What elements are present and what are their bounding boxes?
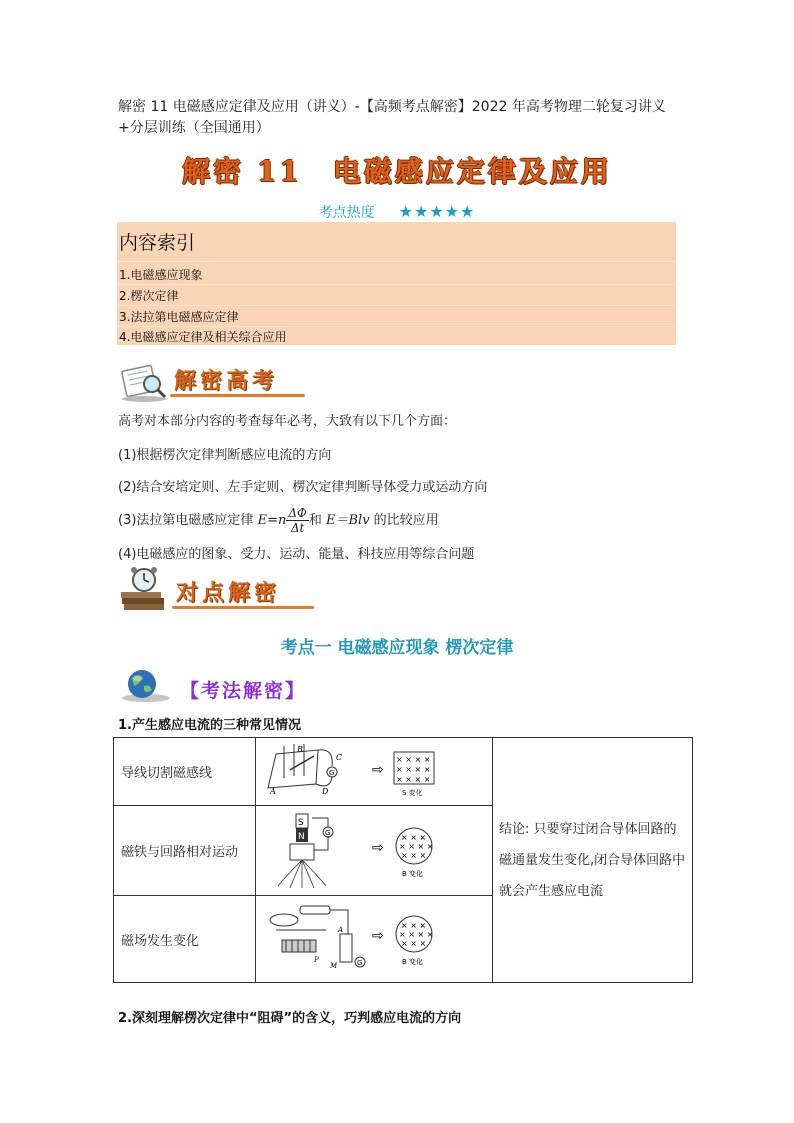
svg-text:× × × ×: × × × × — [396, 765, 431, 774]
index-item: 1.电磁感应现象 — [119, 268, 203, 282]
point-1: (1)根据楞次定律判断感应电流的方向 — [118, 448, 332, 463]
svg-text:A: A — [338, 926, 344, 934]
svg-text:× × × ×: × × × × — [396, 755, 431, 764]
heat-label: 考点热度 — [318, 205, 375, 221]
svg-text:B: B — [297, 745, 303, 754]
notebook-magnifier-icon — [118, 358, 170, 402]
point-2: (2)结合安培定则、左手定则、楞次定律判断导体受力或运动方向 — [118, 480, 488, 495]
svg-text:× × × ×: × × × × — [399, 930, 434, 939]
changing-field-diagram — [256, 896, 492, 978]
magnet-loop-diagram — [256, 806, 492, 891]
case-label: 磁铁与回路相对运动 — [114, 806, 256, 896]
banner-duidian-jiemi — [118, 566, 328, 616]
svg-text:G: G — [325, 829, 331, 837]
svg-text:P: P — [314, 956, 319, 964]
svg-text:C: C — [336, 753, 343, 762]
wire-cutting-diagram — [256, 738, 492, 801]
globe-icon — [120, 666, 178, 704]
index-item: 4.电磁感应定律及相关综合应用 — [119, 330, 287, 344]
svg-text:× × × ×: × × × × — [399, 842, 434, 851]
svg-text:× × ×: × × × — [401, 833, 427, 842]
svg-text:A: A — [270, 787, 276, 796]
conclusion-cell: 结论: 只要穿过闭合导体回路的磁通量发生变化,闭合导体回路中就会产生感应电流 — [493, 738, 693, 983]
svg-text:× × ×: × × × — [401, 939, 427, 948]
banner-title: 对点解密 — [176, 580, 281, 606]
subheading-1: 1.产生感应电流的三种常见情况 — [118, 718, 301, 733]
svg-text:M: M — [330, 962, 338, 970]
case-figure — [256, 806, 493, 896]
fig-caption: B 变化 — [402, 870, 424, 878]
books-clock-icon — [118, 566, 170, 614]
svg-text:D: D — [322, 787, 329, 796]
case-figure — [256, 738, 493, 806]
star-rating-icon: ★★★★★ — [398, 202, 476, 221]
svg-text:× × ×: × × × — [401, 851, 427, 860]
heat-rating — [0, 202, 794, 222]
subheading-2: 2.深刻理解楞次定律中“阻碍”的含义，巧判感应电流的方向 — [118, 1011, 462, 1026]
fig-caption: B 变化 — [402, 958, 424, 966]
point-4: (4)电磁感应的图象、受力、运动、能量、科技应用等综合问题 — [118, 547, 475, 562]
svg-text:G: G — [357, 959, 363, 967]
main-title: 解密 11 电磁感应定律及应用 — [182, 155, 612, 188]
content-index — [117, 222, 676, 345]
document-title: 解密 11 电磁感应定律及应用（讲义）-【高频考点解密】2022 年高考物理二轮复习讲义+分层训练（全国通用） — [118, 99, 666, 136]
svg-text:⇨: ⇨ — [372, 762, 384, 778]
fig-caption: S 变化 — [402, 789, 423, 797]
section-title: 考点一 电磁感应现象 楞次定律 — [280, 638, 514, 658]
flux-fraction: $\frac{\Delta\Phi}{\Delta t}$ — [288, 506, 307, 535]
banner-title: 解密高考 — [174, 368, 279, 394]
intro-text: 高考对本部分内容的考查每年必考，大致有以下几个方面： — [118, 414, 457, 429]
case-label: 导线切割磁感线 — [114, 738, 256, 806]
svg-text:N: N — [298, 832, 305, 842]
index-item: 2.楞次定律 — [119, 289, 179, 303]
svg-text:S: S — [298, 818, 304, 828]
svg-text:× × × ×: × × × × — [396, 775, 431, 784]
index-heading: 内容索引 — [119, 232, 196, 254]
index-item: 3.法拉第电磁感应定律 — [119, 310, 239, 324]
banner-jiemi-gaokao — [118, 358, 318, 402]
table-row — [114, 738, 693, 806]
kaofa-heading: 【考法解密】 — [180, 680, 307, 702]
case-figure — [256, 896, 493, 983]
case-label: 磁场发生变化 — [114, 896, 256, 983]
svg-text:⇨: ⇨ — [372, 928, 384, 944]
svg-text:G: G — [329, 769, 335, 777]
svg-text:× × ×: × × × — [401, 921, 427, 930]
point-3: (3)法拉第电磁感应定律 E=n $\frac{\Delta\Phi}{\Delta t}$ 和 E＝Blv 的比较应用 — [118, 506, 439, 535]
induction-cases-table — [113, 737, 693, 983]
svg-text:⇨: ⇨ — [372, 840, 384, 856]
